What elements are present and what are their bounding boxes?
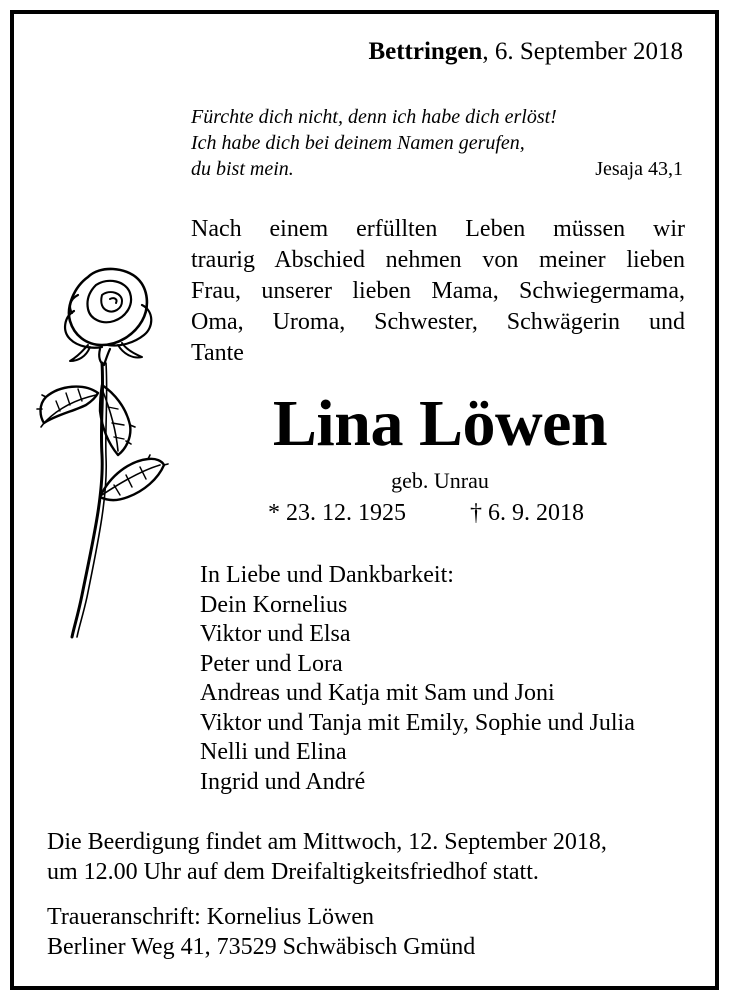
intro-line: traurig Abschied nehmen von meiner lieben <box>191 247 685 273</box>
address-line: Berliner Weg 41, 73529 Schwäbisch Gmünd <box>47 934 476 960</box>
mourner-line: Dein Kornelius <box>200 591 348 618</box>
intro-line: Frau, unserer lieben Mama, Schwiegermama, <box>191 278 685 304</box>
mourners-list <box>200 561 635 797</box>
mourner-line: Andreas und Katja mit Sam und Joni <box>200 680 555 706</box>
verse-reference: Jesaja 43,1 <box>595 158 683 180</box>
mourner-line: Viktor und Elsa <box>200 621 351 647</box>
verse-line: du bist mein. <box>191 158 294 180</box>
mourner-line: Nelli und Elina <box>200 739 347 765</box>
birth-name: geb. Unrau <box>391 468 489 493</box>
death-date: † 6. 9. 2018 <box>470 500 584 526</box>
place-date-header <box>368 38 683 66</box>
verse-line: Ich habe dich bei deinem Namen gerufen, <box>191 132 525 154</box>
intro-text <box>191 214 685 369</box>
rose-icon <box>30 265 170 640</box>
bible-verse <box>191 104 683 182</box>
address-line: Traueranschrift: Kornelius Löwen <box>47 904 375 930</box>
verse-line: Fürchte dich nicht, denn ich habe dich erlöst! <box>191 106 557 128</box>
mourner-line: Viktor und Tanja mit Emily, Sophie und Julia <box>200 709 635 736</box>
mourner-line: Peter und Lora <box>200 650 343 677</box>
mourner-line: In Liebe und Dankbarkeit: <box>200 562 454 588</box>
intro-line: Tante <box>191 340 244 366</box>
intro-line: Oma, Uroma, Schwester, Schwägerin und <box>191 309 685 335</box>
mourning-address <box>47 902 475 962</box>
funeral-line: um 12.00 Uhr auf dem Dreifaltigkeitsfriedhof statt. <box>47 859 539 885</box>
funeral-line: Die Beerdigung findet am Mittwoch, 12. September 2018, <box>47 829 607 855</box>
life-dates <box>268 500 584 527</box>
birth-date: * 23. 12. 1925 <box>268 500 406 526</box>
funeral-notice <box>47 827 607 887</box>
mourner-line: Ingrid und André <box>200 768 366 795</box>
intro-line: Nach einem erfüllten Leben müssen wir <box>191 216 685 242</box>
deceased-name: Lina Löwen <box>272 387 608 460</box>
date: , 6. September 2018 <box>482 38 683 65</box>
place: Bettringen <box>368 38 483 65</box>
